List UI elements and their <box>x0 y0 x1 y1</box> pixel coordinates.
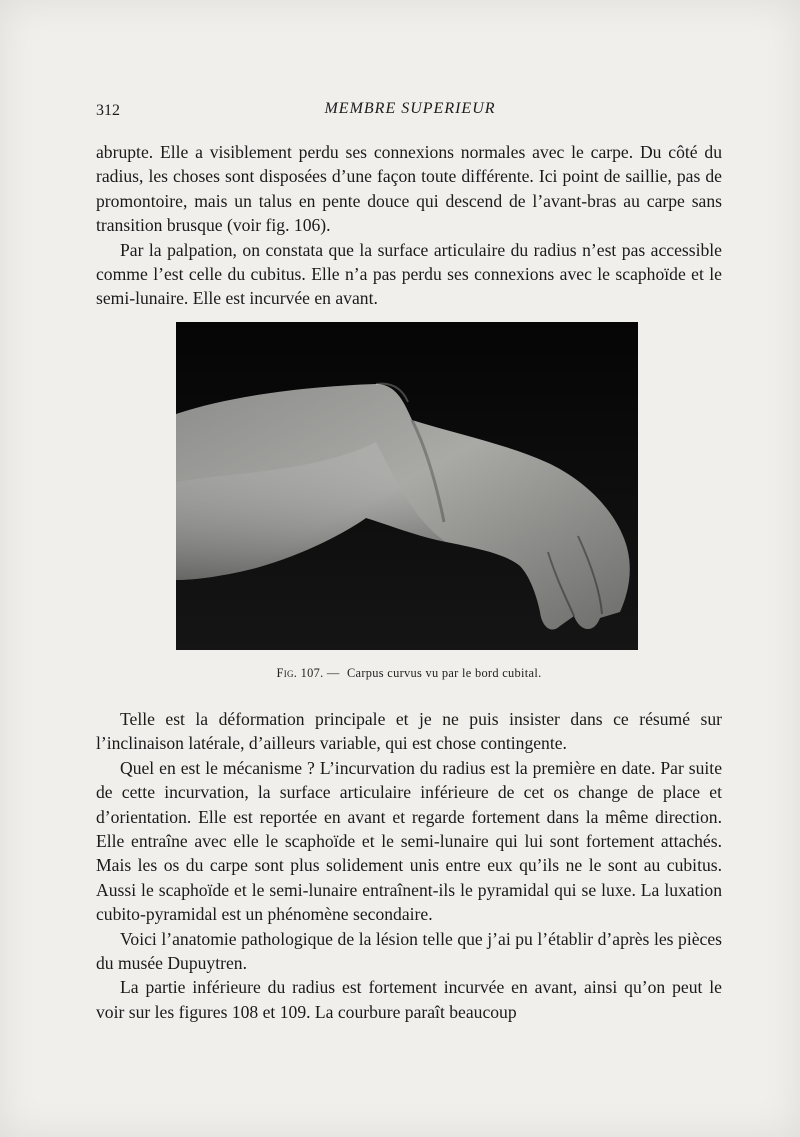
paragraph: La partie inférieure du radius est fortement incurvée en avant, ainsi qu’on peut le voir sur les figures 108 et 109. La courbure paraît beaucoup <box>96 977 722 1022</box>
hand-photo-illustration <box>176 322 638 650</box>
paragraph: Telle est la déformation principale et je ne puis insister dans ce résumé sur l’inclinaison latérale, d’ailleurs variable, qui est chose contingente. <box>96 709 722 754</box>
paragraph: Par la palpation, on constata que la surface articulaire du radius n’est pas accessible comme l’est celle du cubitus. Elle n’a pas perdu ses connexions avec le scaphoïde et le semi-lunaire. Elle est incurvée en avant. <box>96 239 722 309</box>
paragraph: abrupte. Elle a visiblement perdu ses connexions normales avec le carpe. Du côté du radius, les choses sont disposées d’une façon toute différente. Ici point de saillie, pas de promontoire, mais un talus en pente douce qui descend de l’avant-bras au carpe sans transition brusque (voir fig. 106). <box>96 142 722 236</box>
figure-photograph-hand <box>176 322 638 650</box>
page-number: 312 <box>96 102 120 119</box>
running-head <box>96 100 724 124</box>
figure-caption-text: Carpus curvus vu par le bord cubital. <box>346 666 542 680</box>
running-title: MEMBRE SUPERIEUR <box>324 100 496 117</box>
figure-caption <box>96 666 722 681</box>
body-text-top <box>96 140 722 311</box>
paragraph: Quel en est le mécanisme ? L’incurvation du radius est la première en date. Par suite de cette incurvation, la surface articulaire inférieure de cet os change de place et d’orientation. Elle est reportée en avant et regarde fortement dans la même direction. Elle entraîne avec elle le scaphoïde et le semi-lunaire qui lui sont fortement attachés. Mais les os du carpe sont plus solidement unis entre eux qu’ils ne le sont au cubitus. Aussi le scaphoïde et le semi-lunaire entraînent-ils le pyramidal qui se luxe. La luxation cubito-pyramidal est un phénomène secondaire. <box>96 757 722 925</box>
body-text-bottom <box>96 707 722 1024</box>
figure-label: Fig. 107. — <box>276 666 340 680</box>
paragraph: Voici l’anatomie pathologique de la lésion telle que j’ai pu l’établir d’après les pièces du musée Dupuytren. <box>96 928 722 974</box>
